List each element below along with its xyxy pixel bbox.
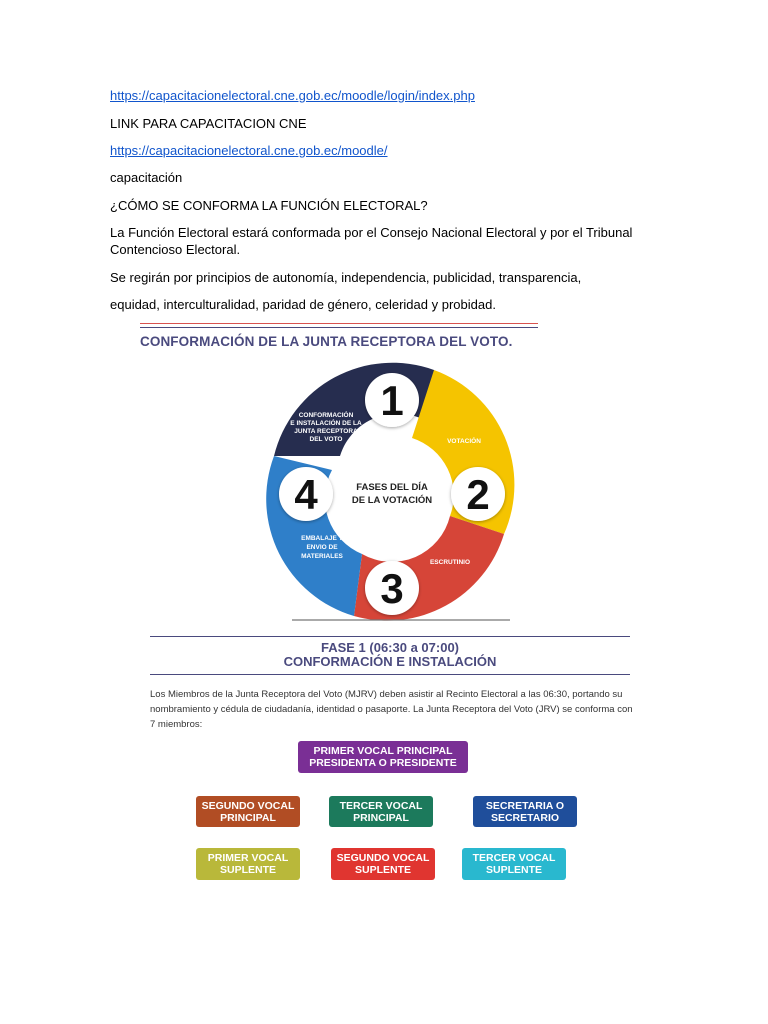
fase-description: Los Miembros de la Junta Receptora del Voto (MJRV) deben asistir al Recinto Electoral a las 06:30, portando su nombramiento y cédula de ciudadanía, identidad o pasaporte. La Junta Receptora del Voto (JRV) se conforma con 7 miembros: [150, 689, 633, 730]
member-box-presidente [298, 741, 468, 773]
member-line1: TERCER VOCAL [339, 799, 423, 812]
paragraph-principios-cont: equidad, interculturalidad, paridad de género, celeridad y probidad. [110, 297, 496, 312]
center-circle [334, 436, 450, 552]
member-line1: PRIMER VOCAL PRINCIPAL [313, 745, 453, 757]
phase-3-number: 3 [380, 565, 404, 612]
member-box-segundo-suplente [331, 848, 435, 880]
paragraph-principios: Se regirán por principios de autonomía, independencia, publicidad, transparencia, [110, 270, 582, 285]
member-line2: PRESIDENTA O PRESIDENTE [309, 757, 457, 769]
phase-1-label-4: DEL VOTO [309, 436, 343, 443]
member-line2: SUPLENTE [485, 864, 542, 876]
member-line2: SECRETARIO [490, 811, 560, 824]
phase-1-number: 1 [380, 377, 404, 424]
member-box-segundo-principal [196, 796, 300, 827]
phase-4-number: 4 [294, 471, 318, 518]
moodle-login-link[interactable]: https://capacitacionelectoral.cne.gob.ec/moodle/login/index.php [110, 88, 475, 103]
phase-4-label-2: ENVIO DE [306, 544, 338, 551]
phase-4-label-3: MATERIALES [301, 553, 343, 560]
paragraph-funcion: La Función Electoral estará conformada por el Consejo Nacional Electoral y por el Tribunal Contencioso Electoral. [110, 225, 633, 257]
infographic-title: CONFORMACIÓN DE LA JUNTA RECEPTORA DEL VOTO. [140, 334, 513, 349]
member-box-tercer-principal [329, 796, 433, 827]
phase-2-label: VOTACIÓN [447, 438, 481, 445]
voting-phases-diagram [262, 358, 522, 626]
member-box-primer-suplente [196, 848, 300, 880]
decor-rule-blue [140, 327, 538, 328]
capacitacion-word: capacitación [110, 170, 183, 185]
member-line2: SUPLENTE [354, 864, 411, 876]
phase-4-label-1: EMBALAJE Y [301, 535, 343, 542]
question-heading: ¿CÓMO SE CONFORMA LA FUNCIÓN ELECTORAL? [110, 198, 428, 213]
fase-rule-bottom [150, 674, 630, 675]
phase-2-number: 2 [466, 471, 490, 518]
fase-subtitle: CONFORMACIÓN E INSTALACIÓN [283, 654, 497, 669]
member-line1: TERCER VOCAL [472, 852, 556, 864]
phase-1-label-2: E INSTALACIÓN DE LA [290, 420, 362, 427]
center-label-1: FASES DEL DÍA [356, 482, 428, 493]
member-line2: PRINCIPAL [220, 811, 276, 824]
phase-3-label: ESCRUTINIO [429, 559, 471, 566]
member-line1: SECRETARIA O [485, 799, 565, 812]
phase-1-label-1: CONFORMACIÓN [298, 412, 354, 419]
member-line1: SEGUNDO VOCAL [336, 852, 430, 864]
phase-1-label-3: JUNTA RECEPTORA [294, 428, 358, 435]
member-line1: SEGUNDO VOCAL [201, 799, 295, 812]
decor-rule-red [140, 323, 538, 324]
member-box-tercer-suplente [462, 848, 566, 880]
fase-title: FASE 1 (06:30 a 07:00) [320, 640, 460, 655]
link-label: LINK PARA CAPACITACION CNE [110, 116, 307, 131]
member-line1: PRIMER VOCAL [207, 852, 289, 864]
fase-rule-top [150, 636, 630, 637]
moodle-link[interactable]: https://capacitacionelectoral.cne.gob.ec/moodle/ [110, 143, 388, 158]
member-box-secretario [473, 796, 577, 827]
member-line2: SUPLENTE [219, 864, 276, 876]
member-line2: PRINCIPAL [353, 811, 409, 824]
center-label-2: DE LA VOTACIÓN [351, 495, 433, 506]
